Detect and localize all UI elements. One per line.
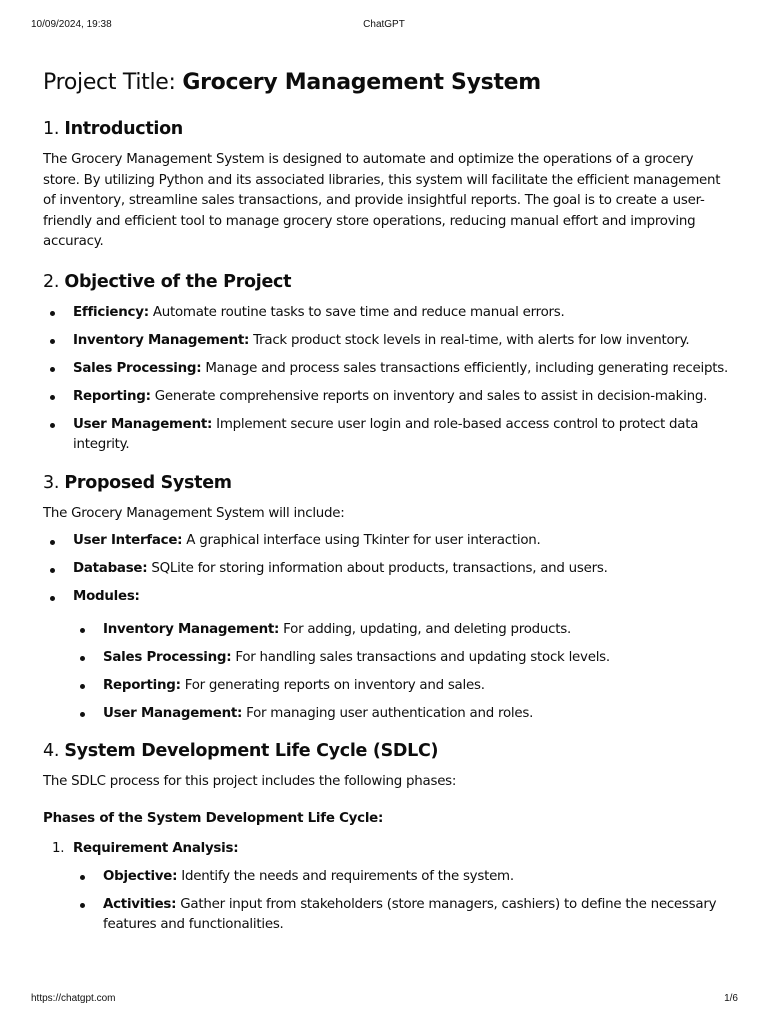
- item-term: Inventory Management:: [103, 621, 280, 637]
- list-item: [43, 531, 733, 552]
- list-item: [43, 387, 733, 408]
- list-item: [73, 895, 733, 936]
- print-page-title: ChatGPT: [363, 19, 405, 30]
- item-term: Efficiency:: [73, 304, 149, 320]
- item-term: Reporting:: [73, 388, 151, 404]
- item-text: A graphical interface using Tkinter for user interaction.: [182, 533, 541, 548]
- print-datetime: 10/09/2024, 19:38: [31, 19, 112, 30]
- item-text: Identify the needs and requirements of the system.: [177, 868, 514, 884]
- section-heading-proposed-system: [43, 470, 733, 496]
- section-number: 4.: [43, 741, 65, 761]
- list-item: [73, 648, 733, 669]
- list-item: [43, 587, 733, 724]
- item-text: For adding, updating, and deleting products.: [279, 621, 572, 637]
- proposed-system-list: [43, 531, 733, 724]
- document-title: [43, 66, 733, 100]
- section-heading-sdlc: [43, 738, 733, 764]
- item-text: Track product stock levels in real-time, with alerts for low inventory.: [249, 332, 690, 348]
- item-text: Manage and process sales transactions efficiently, including generating receipts.: [201, 360, 728, 376]
- section-number: 1.: [43, 119, 65, 139]
- item-text: Implement secure user login and role-based access control to protect data integrity.: [73, 416, 699, 452]
- introduction-paragraph: The Grocery Management System is designed to automate and optimize the operations of a grocery store. By utilizing Python and its associated libraries, this system will facilitate the efficient management of inventory, streamline sales transactions, and provide insightful reports. The goal is to create a user-friendly and efficient tool to manage grocery store operations, reducing manual effort and improving accuracy.: [43, 152, 721, 249]
- section-heading-objective: [43, 269, 733, 295]
- item-term: Inventory Management:: [73, 332, 250, 348]
- section-number: 3.: [43, 472, 65, 493]
- section-title: Proposed System: [64, 472, 232, 493]
- list-item: [73, 620, 733, 641]
- print-header: [0, 19, 768, 33]
- modules-list: [73, 620, 733, 725]
- title-text: Grocery Management System: [182, 70, 541, 95]
- proposed-system-lead: The Grocery Management System will include:: [43, 505, 345, 521]
- item-term: User Management:: [73, 416, 213, 432]
- print-footer: [0, 993, 768, 1007]
- list-item: [43, 415, 733, 456]
- item-term: Sales Processing:: [73, 360, 202, 376]
- item-term: Modules:: [73, 589, 140, 604]
- section-title: Introduction: [64, 119, 183, 139]
- item-text: For managing user authentication and roles.: [242, 705, 534, 721]
- phase-number: 1.: [52, 841, 65, 856]
- list-item: [43, 559, 733, 580]
- phase-details-list: [73, 867, 733, 936]
- title-prefix: Project Title:: [43, 70, 183, 95]
- list-item: [43, 303, 733, 324]
- item-term: Objective:: [103, 868, 178, 884]
- item-text: SQLite for storing information about products, transactions, and users.: [147, 561, 608, 576]
- item-text: Gather input from stakeholders (store managers, cashiers) to define the necessary features and functionalities.: [103, 896, 717, 932]
- item-term: Sales Processing:: [103, 649, 232, 665]
- section-title: System Development Life Cycle (SDLC): [64, 741, 439, 761]
- item-term: User Management:: [103, 705, 243, 721]
- item-text: For generating reports on inventory and sales.: [180, 677, 485, 693]
- item-term: Database:: [73, 561, 148, 576]
- sdlc-paragraph: The SDLC process for this project includes the following phases:: [43, 774, 457, 789]
- section-heading-introduction: [43, 116, 733, 142]
- sdlc-phases-subheading: Phases of the System Development Life Cycle:: [43, 810, 384, 826]
- section-title: Objective of the Project: [64, 271, 292, 292]
- sdlc-phases-list: [43, 839, 733, 936]
- page-url-link[interactable]: https://chatgpt.com: [31, 993, 116, 1004]
- list-item: [73, 676, 733, 697]
- phase-item: [43, 839, 733, 936]
- list-item: [43, 331, 733, 352]
- section-number: 2.: [43, 271, 65, 292]
- item-term: Activities:: [103, 896, 177, 912]
- list-item: [73, 867, 733, 888]
- page-number: 1/6: [724, 993, 738, 1004]
- list-item: [43, 359, 733, 380]
- phase-title: Requirement Analysis:: [73, 841, 239, 856]
- item-text: For handling sales transactions and updating stock levels.: [231, 649, 610, 665]
- document-body: [43, 66, 733, 950]
- item-text: Automate routine tasks to save time and reduce manual errors.: [148, 304, 565, 320]
- item-term: Reporting:: [103, 677, 181, 693]
- objective-list: [43, 303, 733, 456]
- item-text: Generate comprehensive reports on inventory and sales to assist in decision-making.: [150, 388, 708, 404]
- item-term: User Interface:: [73, 533, 183, 548]
- list-item: [73, 704, 733, 725]
